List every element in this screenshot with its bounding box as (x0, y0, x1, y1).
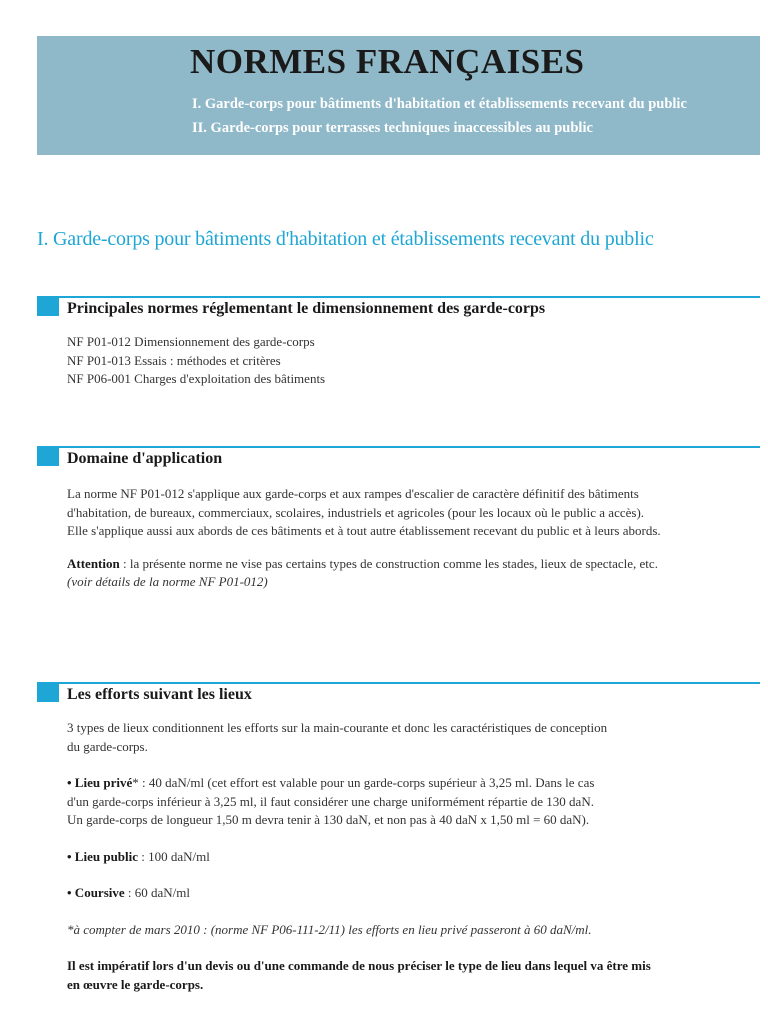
section-title: Principales normes réglementant le dimensionnement des garde-corps (67, 300, 546, 317)
attention-label: Attention (67, 555, 120, 571)
section-efforts (37, 682, 760, 1002)
main-heading: I. Garde-corps pour bâtiments d'habitation et établissements recevant du public (37, 228, 654, 250)
lieu-prive-line: Un garde-corps de longueur 1,50 m devra tenir à 130 daN, et non pas à 40 daN x 1,50 ml = 60 daN). (67, 812, 590, 827)
section-rule (37, 296, 760, 298)
intro-line: 3 types de lieux conditionnent les efforts sur la main-courante et donc les caractéristiques de conception (67, 720, 608, 735)
document-title: NORMES FRANÇAISES (190, 42, 585, 81)
paragraph-line: La norme NF P01-012 s'applique aux garde-corps et aux rampes d'escalier de caractère définitif des bâtiments (67, 486, 639, 501)
lieu-prive-line: • Lieu privé* : 40 daN/ml (cet effort est valable pour un garde-corps supérieur à 3,25 ml. Dans le cas (67, 775, 595, 790)
section-body (67, 485, 757, 592)
important-note-line: Il est impératif lors d'un devis ou d'une commande de nous préciser le type de lieu dans lequel va être mis (67, 958, 651, 973)
section-rule (37, 446, 760, 448)
lieu-prive-line: d'un garde-corps inférieur à 3,25 ml, il faut considérer une charge uniformément répartie de 130 daN. (67, 793, 594, 809)
section-marker (37, 682, 59, 702)
section-domaine (37, 446, 760, 606)
section-title: Domaine d'application (67, 450, 223, 467)
paragraph-line: Elle s'applique aussi aux abords de ces bâtiments et à tout autre établissement recevant du public et à leurs abords. (67, 523, 661, 538)
lieu-public-line: • Lieu public : 100 daN/ml (67, 848, 210, 864)
coursive-label: • Coursive (67, 885, 125, 900)
paragraph-line: d'habitation, de bureaux, commerciaux, scolaires, industriels et agricoles (pour les locaux où le public a accès). (67, 504, 645, 520)
attention-line (67, 555, 757, 574)
norme-line: NF P06-001 Charges d'exploitation des bâtiments (67, 371, 326, 386)
banner-subtitle-1: I. Garde-corps pour bâtiments d'habitation et établissements recevant du public (192, 96, 687, 112)
attention-text: : la présente norme ne vise pas certains types de construction comme les stades, lieux de spectacle, etc. (119, 555, 658, 571)
section-title: Les efforts suivant les lieux (67, 686, 252, 703)
intro-line: du garde-corps. (67, 738, 148, 754)
section-marker (37, 296, 59, 316)
section-marker (37, 446, 59, 466)
lieu-public-label: • Lieu public (67, 848, 139, 864)
attention-note: (voir détails de la norme NF P01-012) (67, 574, 268, 589)
coursive-line: • Coursive : 60 daN/ml (67, 885, 190, 900)
header-banner (37, 36, 760, 155)
banner-subtitle-2: II. Garde-corps pour terrasses techniques inaccessibles au public (192, 120, 593, 136)
norme-line: NF P01-013 Essais : méthodes et critères (67, 352, 281, 368)
norme-line: NF P01-012 Dimensionnement des garde-corps (67, 334, 315, 349)
footnote: *à compter de mars 2010 : (norme NF P06-111-2/11) les efforts en lieu privé passeront à 60 daN/ml. (67, 921, 592, 937)
important-note-line: en œuvre le garde-corps. (67, 976, 204, 992)
section-rule (37, 682, 760, 684)
section-body (67, 719, 757, 994)
lieu-prive-label: • Lieu privé (67, 775, 133, 790)
section-normes (37, 296, 760, 406)
section-body (67, 333, 757, 389)
